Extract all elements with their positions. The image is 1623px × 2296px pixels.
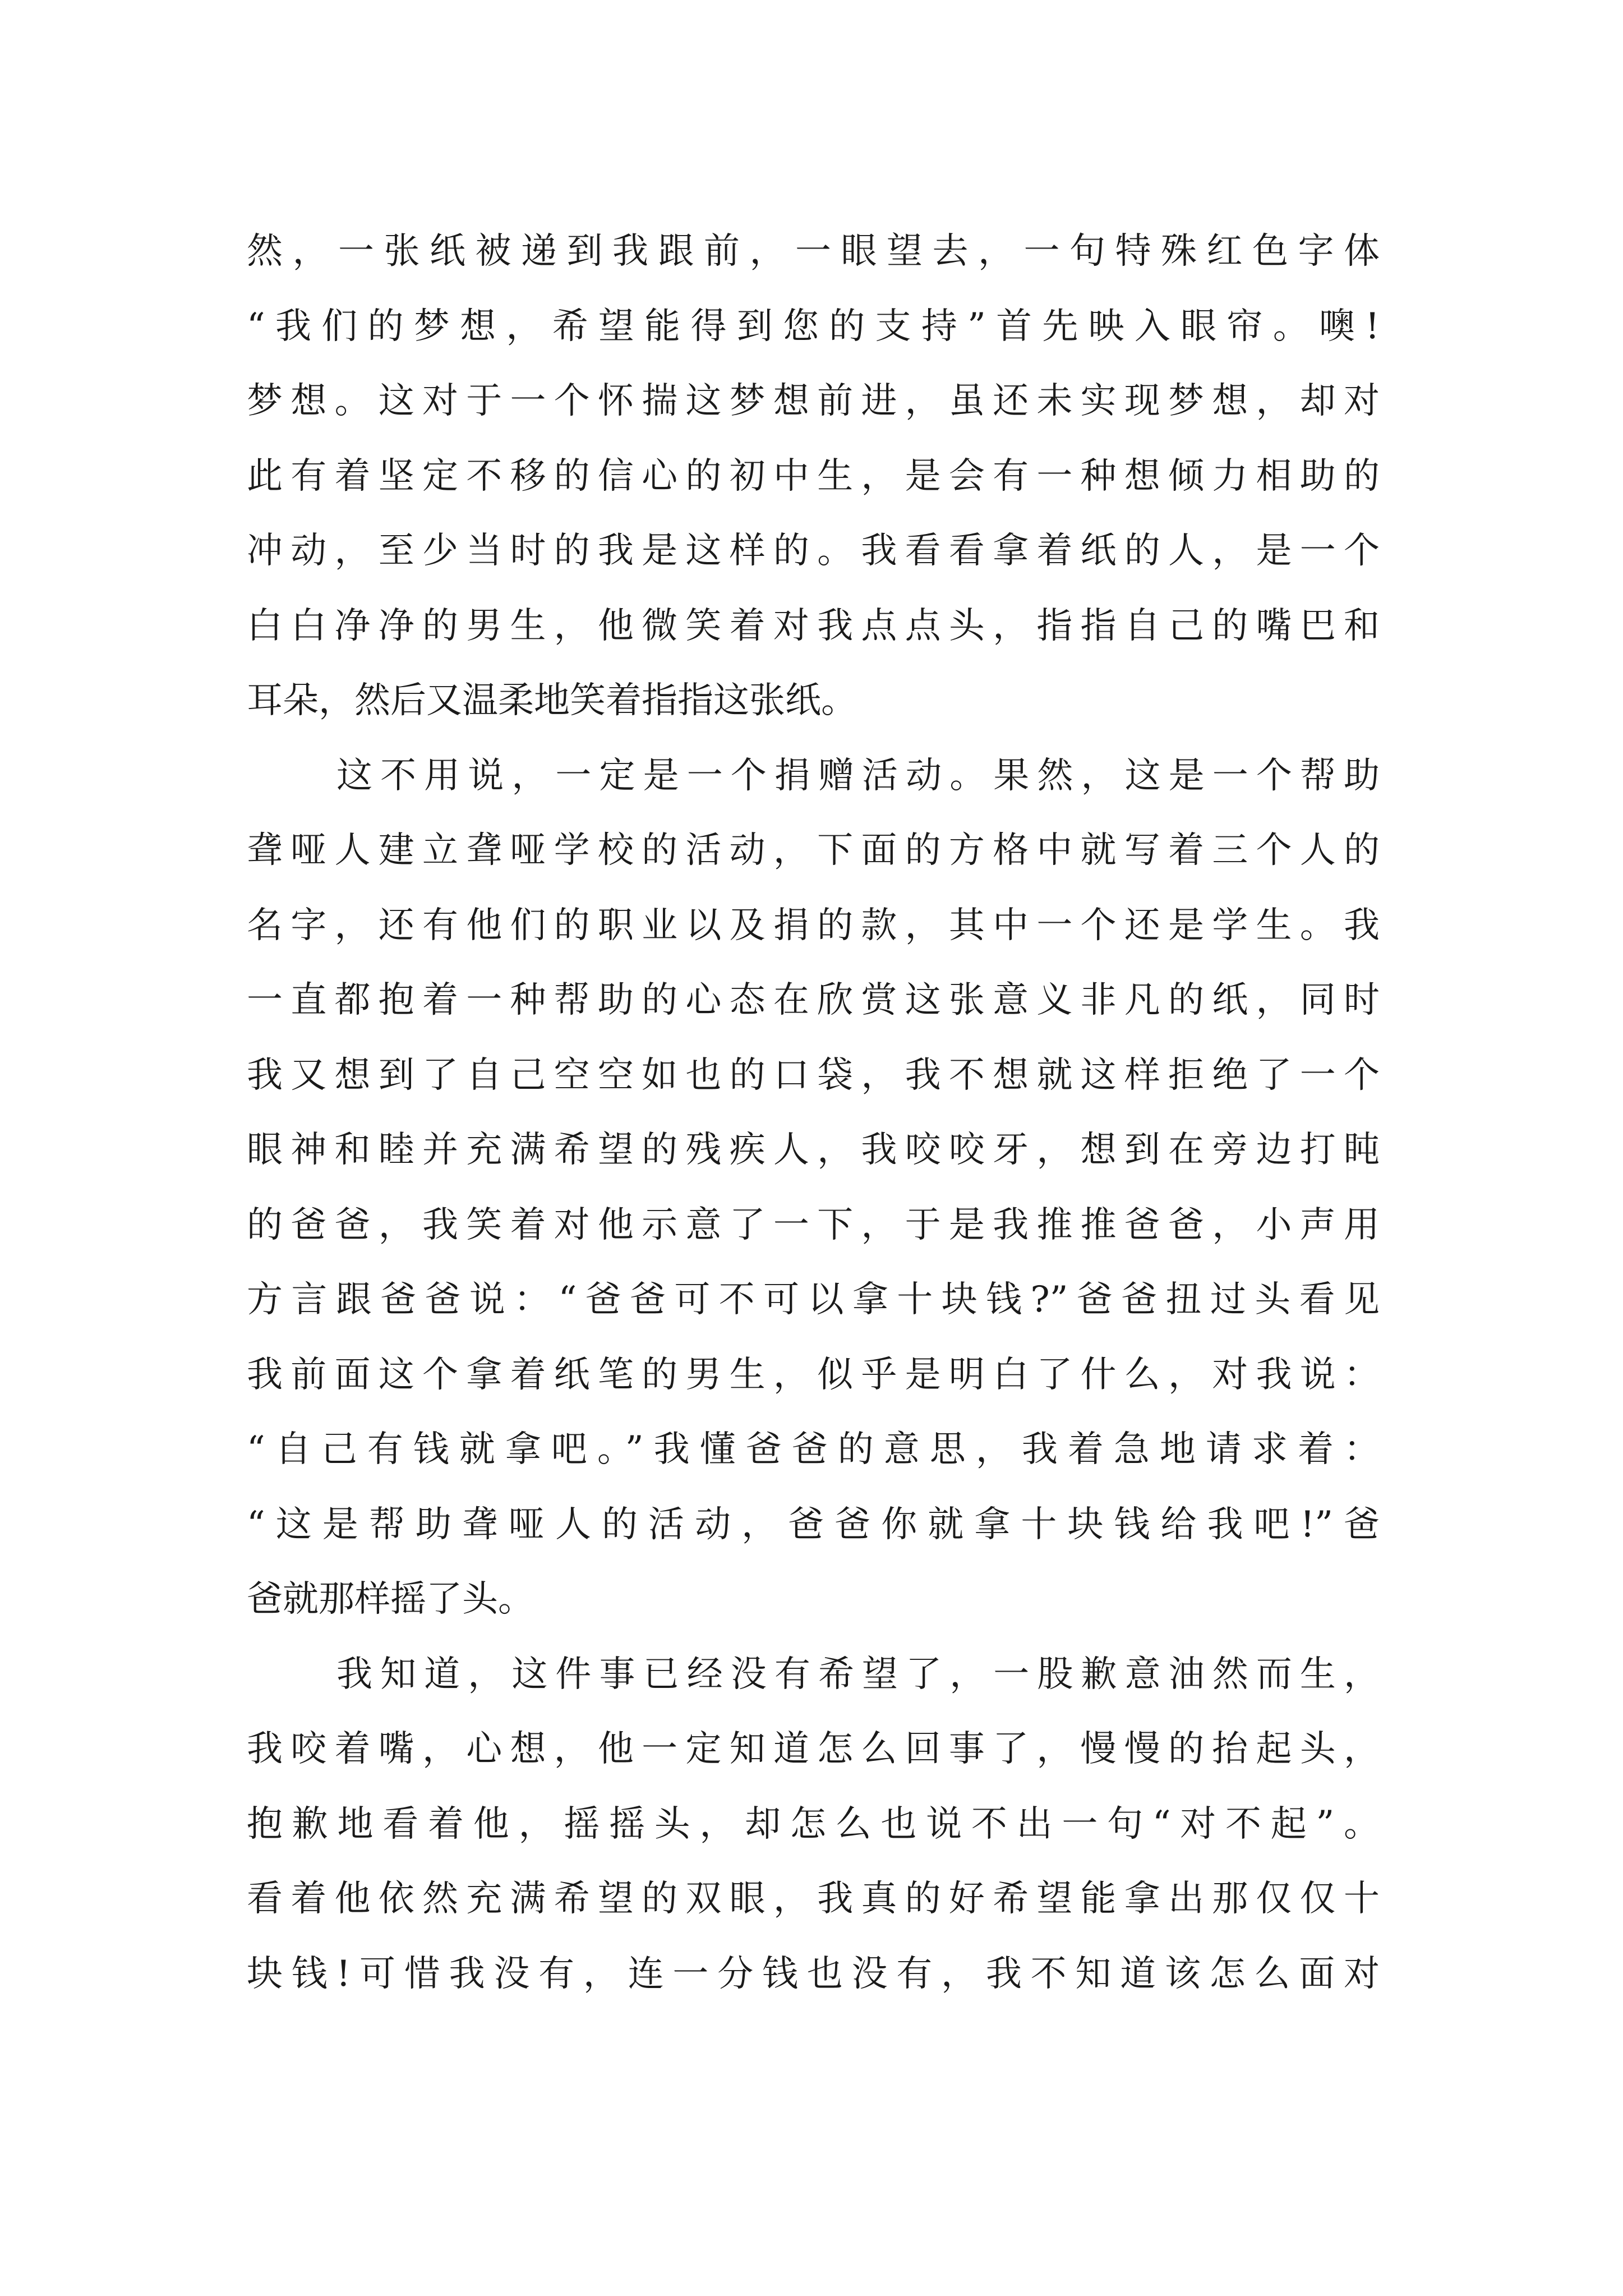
text-line: 我前面这个拿着纸笔的男生，似乎是明白了什么，对我说： <box>247 1354 1380 1396</box>
text-line: 聋哑人建立聋哑学校的活动，下面的方格中就写着三个人的 <box>247 830 1380 871</box>
text-line: 我知道，这件事已经没有希望了，一股歉意油然而生， <box>336 1653 1380 1695</box>
text-line: “这是帮助聋哑人的活动，爸爸你就拿十块钱给我吧!”爸 <box>247 1503 1380 1545</box>
text-line: “自己有钱就拿吧。”我懂爸爸的意思，我着急地请求着： <box>247 1429 1380 1470</box>
text-line: 一直都抱着一种帮助的心态在欣赏这张意义非凡的纸，同时 <box>247 979 1380 1021</box>
text-line: 白白净净的男生，他微笑着对我点点头，指指自己的嘴巴和 <box>247 605 1380 647</box>
text-line: 我又想到了自己空空如也的口袋，我不想就这样拒绝了一个 <box>247 1054 1380 1096</box>
text-line: 抱歉地看着他，摇摇头，却怎么也说不出一句“对不起”。 <box>247 1803 1380 1845</box>
text-line: 此有着坚定不移的信心的初中生，是会有一种想倾力相助的 <box>247 455 1380 497</box>
text-line: “我们的梦想，希望能得到您的支持”首先映入眼帘。噢! <box>247 305 1380 347</box>
body-text <box>247 214 1380 2012</box>
text-line: 耳朵，然后又温柔地笑着指指这张纸。 <box>247 680 857 721</box>
text-line: 爸就那样摇了头。 <box>247 1579 534 1620</box>
text-line: 然，一张纸被递到我跟前，一眼望去，一句特殊红色字体 <box>247 231 1380 272</box>
text-line: 冲动，至少当时的我是这样的。我看看拿着纸的人，是一个 <box>247 530 1380 572</box>
text-line: 这不用说，一定是一个捐赠活动。果然，这是一个帮助 <box>336 754 1380 797</box>
text-line: 名字，还有他们的职业以及捐的款，其中一个还是学生。我 <box>247 904 1380 946</box>
text-line: 看着他依然充满希望的双眼，我真的好希望能拿出那仅仅十 <box>247 1878 1380 1920</box>
text-line: 梦想。这对于一个怀揣这梦想前进，虽还未实现梦想，却对 <box>247 380 1380 422</box>
text-line: 我咬着嘴，心想，他一定知道怎么回事了，慢慢的抬起头， <box>247 1728 1380 1770</box>
text-line: 块钱!可惜我没有，连一分钱也没有，我不知道该怎么面对 <box>247 1953 1380 1995</box>
text-line: 眼神和睦并充满希望的残疾人，我咬咬牙，想到在旁边打盹 <box>247 1129 1380 1171</box>
text-line: 的爸爸，我笑着对他示意了一下，于是我推推爸爸，小声用 <box>247 1204 1380 1246</box>
text-line: 方言跟爸爸说：“爸爸可不可以拿十块钱?”爸爸扭过头看见 <box>247 1279 1380 1320</box>
